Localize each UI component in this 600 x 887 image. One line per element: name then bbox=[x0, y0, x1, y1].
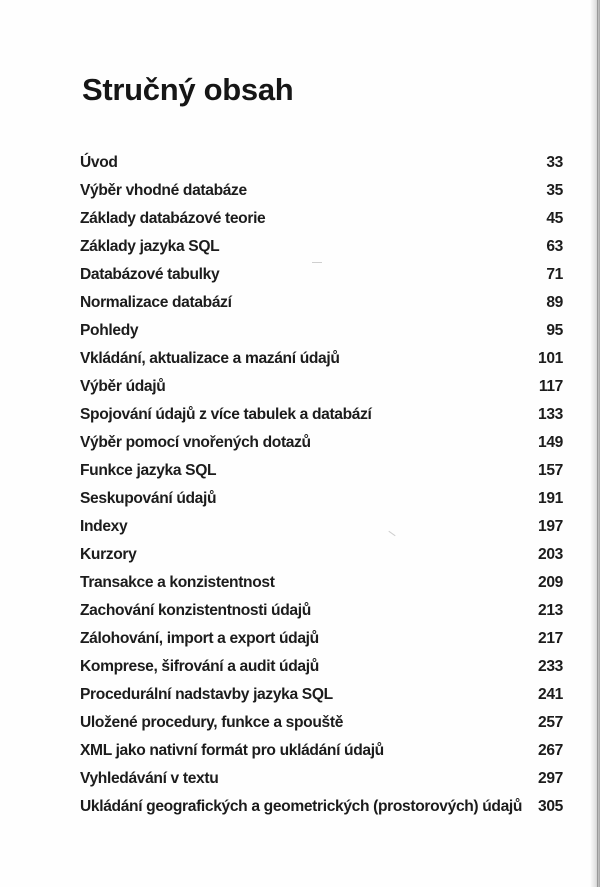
toc-entry bbox=[80, 346, 563, 374]
toc-entry-page-number: 101 bbox=[538, 350, 563, 367]
toc-entry-page-number: 297 bbox=[538, 770, 563, 787]
toc-entry bbox=[80, 542, 563, 570]
toc-entry-title: Normalizace databází bbox=[80, 294, 232, 311]
toc-entry-title: Ukládání geografických a geometrických (prostorových) údajů bbox=[80, 798, 523, 815]
table-of-contents bbox=[80, 150, 563, 822]
toc-entry bbox=[80, 654, 563, 682]
toc-entry-title: Zachování konzistentnosti údajů bbox=[80, 602, 311, 619]
toc-entry-page-number: 203 bbox=[538, 546, 563, 563]
toc-entry bbox=[80, 486, 563, 514]
toc-entry bbox=[80, 458, 563, 486]
toc-entry bbox=[80, 766, 563, 794]
toc-entry bbox=[80, 318, 563, 346]
toc-entry-page-number: 197 bbox=[538, 518, 563, 535]
toc-entry-page-number: 305 bbox=[538, 798, 563, 815]
toc-entry-page-number: 133 bbox=[538, 406, 563, 423]
page-edge-shadow bbox=[590, 0, 600, 887]
toc-entry-title: Výběr vhodné databáze bbox=[80, 182, 247, 199]
toc-entry-title: Vkládání, aktualizace a mazání údajů bbox=[80, 350, 340, 367]
page-edge-line bbox=[597, 0, 598, 887]
toc-entry-title: Komprese, šifrování a audit údajů bbox=[80, 658, 319, 675]
toc-entry-title: Indexy bbox=[80, 518, 128, 535]
toc-entry bbox=[80, 150, 563, 178]
toc-entry bbox=[80, 682, 563, 710]
toc-entry-page-number: 257 bbox=[538, 714, 563, 731]
toc-entry-title: Databázové tabulky bbox=[80, 266, 220, 283]
toc-entry-title: Výběr pomocí vnořených dotazů bbox=[80, 434, 311, 451]
toc-entry-title: XML jako nativní formát pro ukládání údajů bbox=[80, 742, 384, 759]
toc-entry-title: Procedurální nadstavby jazyka SQL bbox=[80, 686, 333, 703]
toc-entry bbox=[80, 206, 563, 234]
scan-mark bbox=[312, 262, 322, 263]
toc-entry-title: Základy jazyka SQL bbox=[80, 238, 220, 255]
toc-entry-page-number: 191 bbox=[538, 490, 563, 507]
toc-entry-title: Zálohování, import a export údajů bbox=[80, 630, 319, 647]
toc-entry-page-number: 71 bbox=[546, 266, 563, 283]
toc-entry bbox=[80, 290, 563, 318]
toc-entry-page-number: 157 bbox=[538, 462, 563, 479]
toc-entry-page-number: 267 bbox=[538, 742, 563, 759]
toc-entry-title: Seskupování údajů bbox=[80, 490, 217, 507]
toc-entry-title: Pohledy bbox=[80, 322, 139, 339]
toc-entry bbox=[80, 374, 563, 402]
toc-entry bbox=[80, 262, 563, 290]
toc-entry bbox=[80, 402, 563, 430]
toc-entry-page-number: 209 bbox=[538, 574, 563, 591]
toc-entry-page-number: 33 bbox=[546, 154, 563, 171]
toc-entry bbox=[80, 178, 563, 206]
toc-entry-page-number: 241 bbox=[538, 686, 563, 703]
toc-entry-title: Funkce jazyka SQL bbox=[80, 462, 217, 479]
toc-entry bbox=[80, 738, 563, 766]
toc-entry bbox=[80, 794, 563, 822]
toc-entry-page-number: 95 bbox=[546, 322, 563, 339]
toc-entry-page-number: 117 bbox=[538, 378, 563, 395]
toc-entry-title: Úvod bbox=[80, 154, 118, 171]
toc-entry-page-number: 213 bbox=[538, 602, 563, 619]
toc-entry-page-number: 89 bbox=[546, 294, 563, 311]
toc-entry bbox=[80, 514, 563, 542]
toc-entry bbox=[80, 710, 563, 738]
toc-entry-title: Spojování údajů z více tabulek a databází bbox=[80, 406, 372, 423]
toc-entry-page-number: 217 bbox=[538, 630, 563, 647]
toc-entry-title: Uložené procedury, funkce a spouště bbox=[80, 714, 344, 731]
toc-entry-title: Základy databázové teorie bbox=[80, 210, 266, 227]
toc-entry bbox=[80, 570, 563, 598]
page-title: Stručný obsah bbox=[82, 72, 294, 107]
toc-entry-title: Výběr údajů bbox=[80, 378, 166, 395]
toc-entry-page-number: 63 bbox=[546, 238, 563, 255]
toc-entry-title: Kurzory bbox=[80, 546, 137, 563]
toc-entry-page-number: 35 bbox=[546, 182, 563, 199]
toc-entry-title: Transakce a konzistentnost bbox=[80, 574, 275, 591]
toc-entry-page-number: 149 bbox=[538, 434, 563, 451]
toc-entry-page-number: 233 bbox=[538, 658, 563, 675]
toc-entry-page-number: 45 bbox=[546, 210, 563, 227]
toc-entry-title: Vyhledávání v textu bbox=[80, 770, 219, 787]
toc-entry bbox=[80, 626, 563, 654]
toc-entry bbox=[80, 234, 563, 262]
toc-entry bbox=[80, 598, 563, 626]
toc-entry bbox=[80, 430, 563, 458]
